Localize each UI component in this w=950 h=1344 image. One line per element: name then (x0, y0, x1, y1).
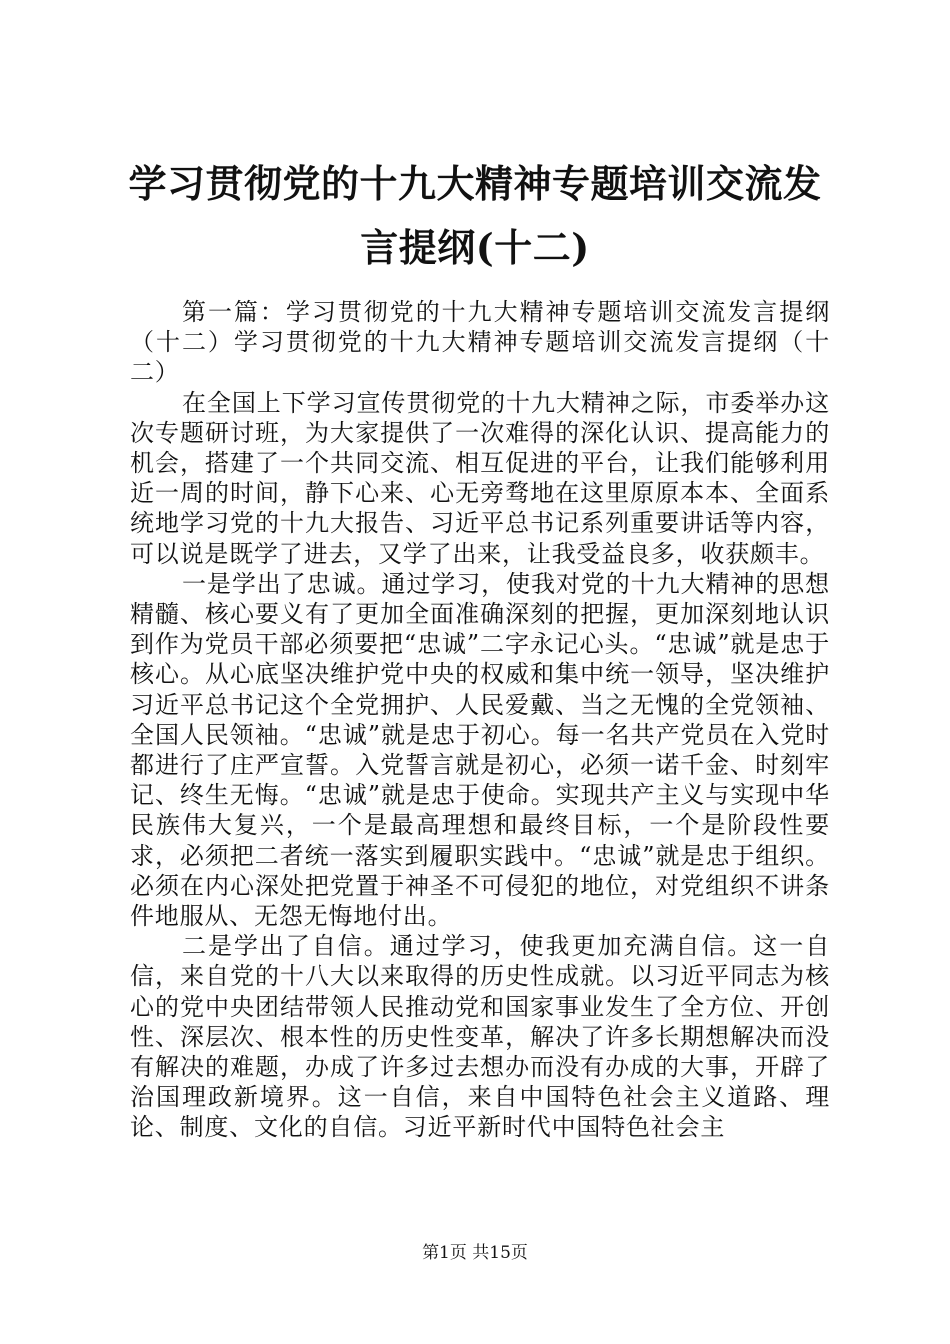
document-title: 学习贯彻党的十九大精神专题培训交流发言提纲(十二) (128, 161, 822, 270)
paragraph-loyalty: 一是学出了忠诚。通过学习，使我对党的十九大精神的思想精髓、核心要义有了更加全面准确深刻的把握，更加深刻地认识到作为党员干部必须要把“忠诚”二字永记心头。“忠诚”就是忠于核心。从心底坚决维护党中央的权威和集中统一领导，坚决维护习近平总书记这个全党拥护、人民爱戴、当之无愧的全党领袖、全国人民领袖。“忠诚”就是忠于初心。每一名共产党员在入党时都进行了庄严宣誓。入党誓言就是初心，必须一诺千金、时刻牢记、终生无悔。“忠诚”就是忠于使命。实现共产主义与实现中华民族伟大复兴，一个是最高理想和最终目标，一个是阶段性要求，必须把二者统一落实到履职实践中。“忠诚”就是忠于组织。必须在内心深处把党置于神圣不可侵犯的地位，对党组织不讲条件地服从、无怨无悔地付出。 (130, 569, 830, 931)
paragraph-heading: 第一篇：学习贯彻党的十九大精神专题培训交流发言提纲（十二）学习贯彻党的十九大精神专题培训交流发言提纲（十二） (130, 298, 830, 387)
page-number-footer: 第1页 共15页 (422, 1243, 528, 1263)
document-body (130, 297, 830, 1143)
paragraph-intro: 在全国上下学习宣传贯彻党的十九大精神之际，市委举办这次专题研讨班，为大家提供了一次难得的深化认识、提高能力的机会，搭建了一个共同交流、相互促进的平台，让我们能够利用近一周的时间，静下心来、心无旁骛地在这里原原本本、全面系统地学习党的十九大报告、习近平总书记系列重要讲话等内容，可以说是既学了进去，又学了出来，让我受益良多，收获颇丰。 (130, 388, 830, 568)
paragraph-confidence: 二是学出了自信。通过学习，使我更加充满自信。这一自信，来自党的十八大以来取得的历史性成就。以习近平同志为核心的党中央团结带领人民推动党和国家事业发生了全方位、开创性、深层次、根本性的历史性变革，解决了许多长期想解决而没有解决的难题，办成了许多过去想办而没有办成的大事，开辟了治国理政新境界。这一自信，来自中国特色社会主义道路、理论、制度、文化的自信。习近平新时代中国特色社会主 (130, 932, 830, 1142)
